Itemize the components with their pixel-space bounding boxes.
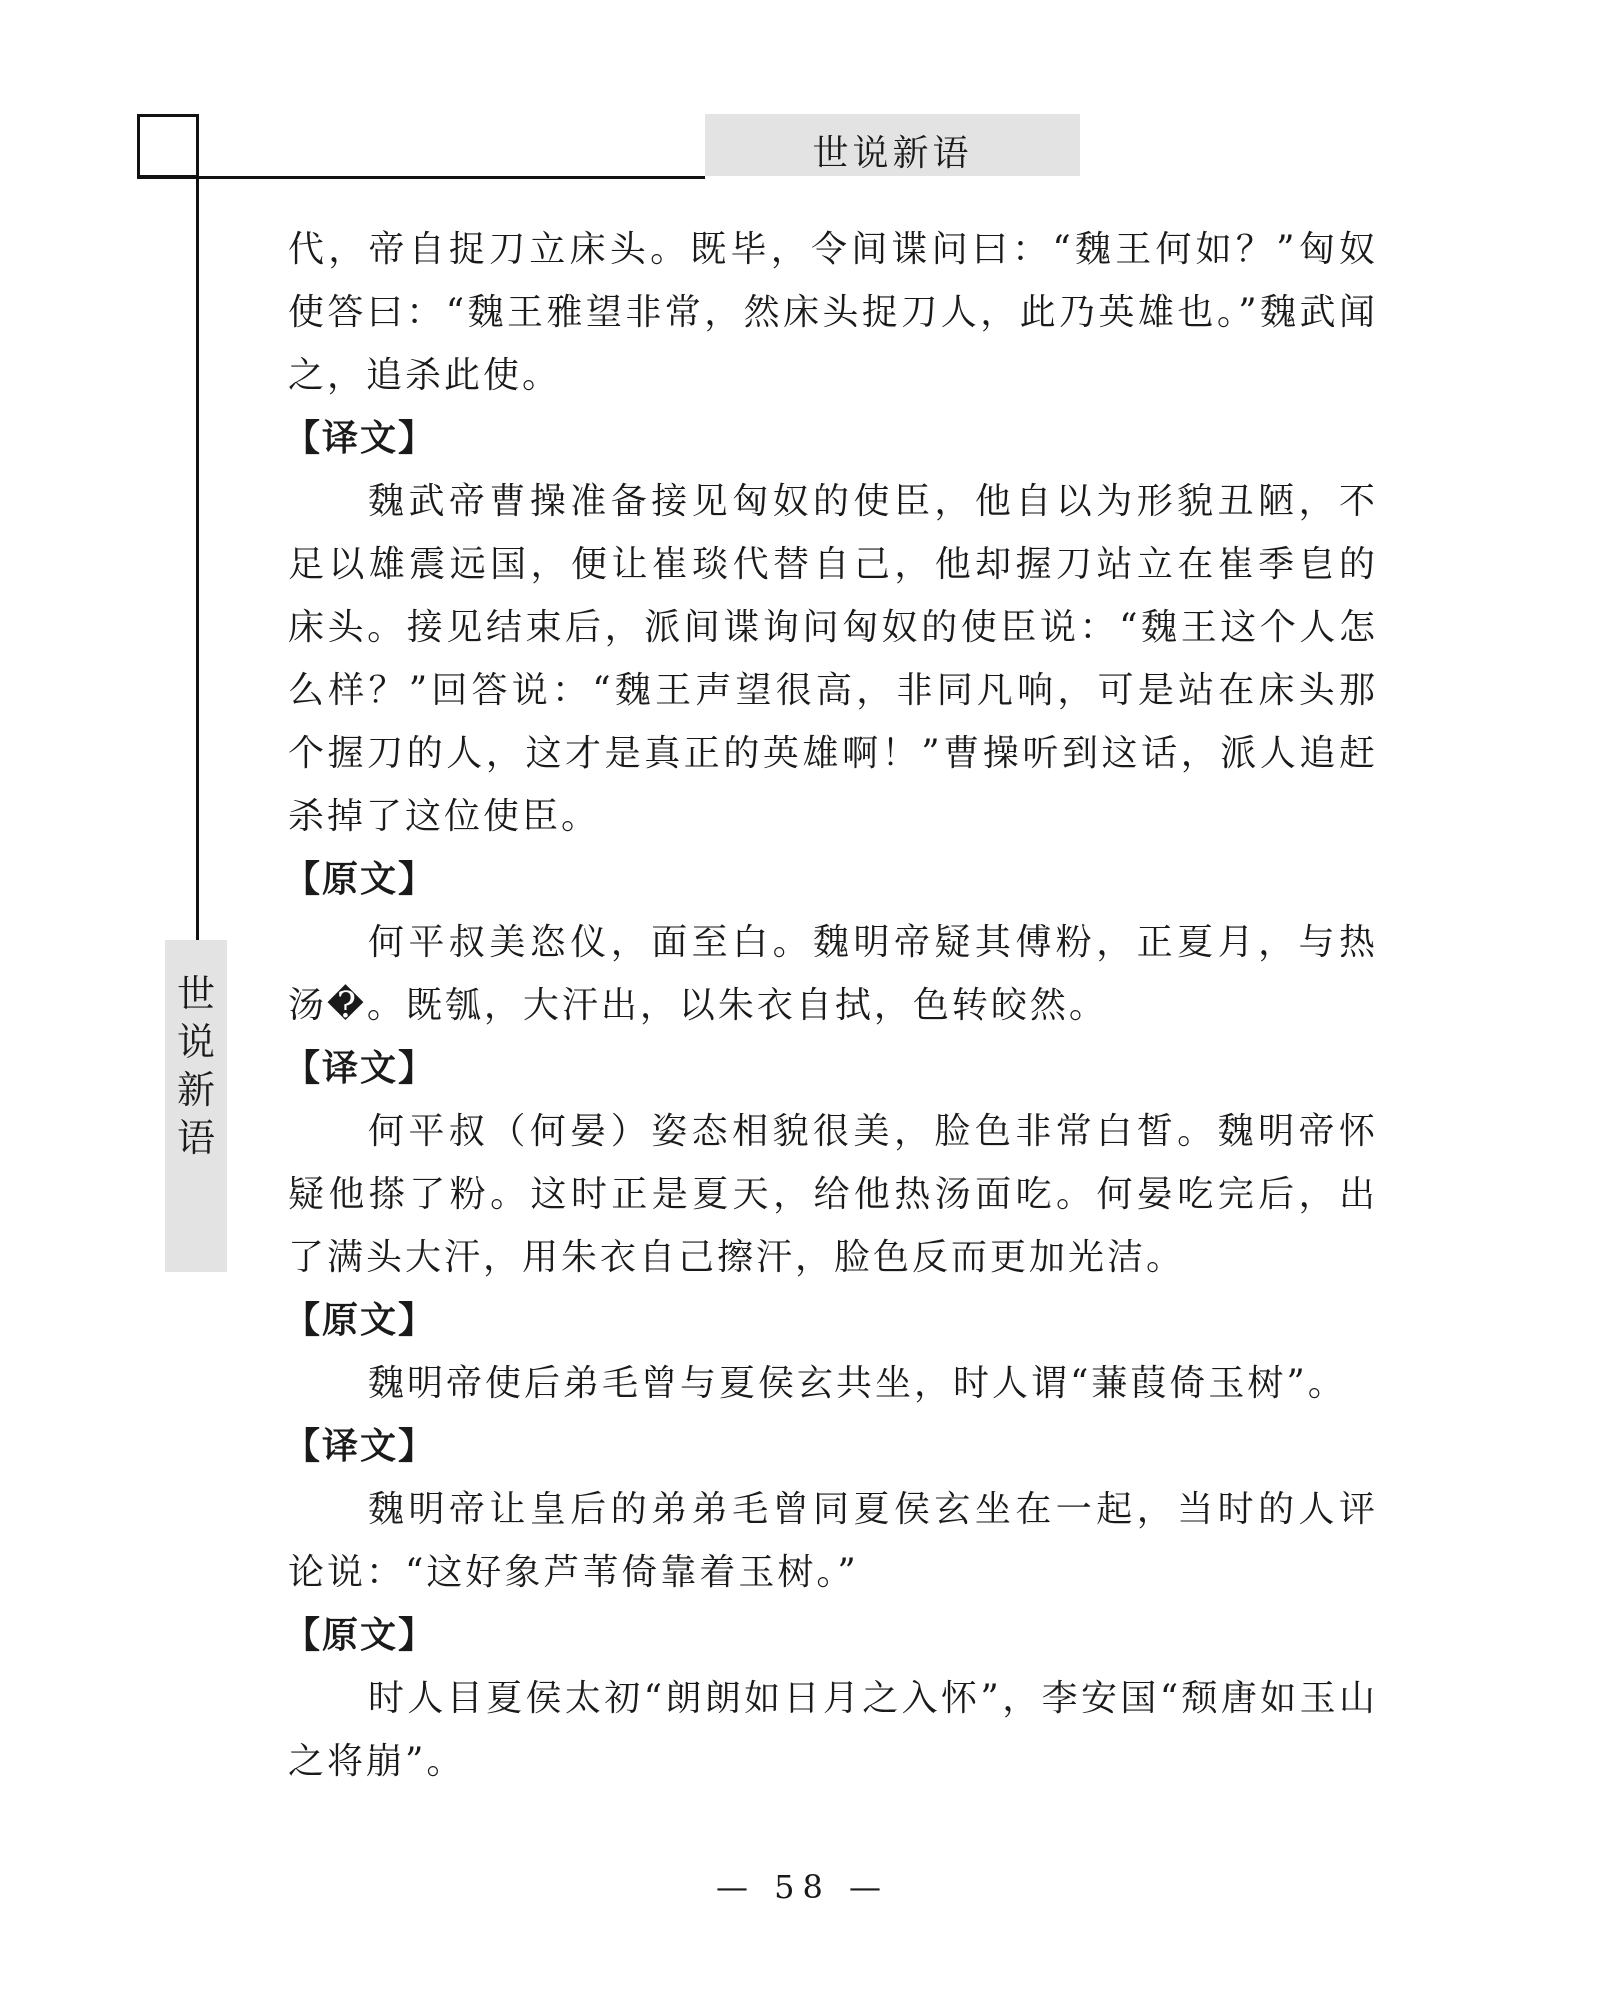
header-rule <box>137 176 705 179</box>
page-body <box>284 218 1378 1793</box>
running-header-title: 世说新语 <box>812 132 973 174</box>
paragraph: 魏武帝曹操准备接见匈奴的使臣，他自以为形貌丑陋，不足以雄震远国，便让崔琰代替自己，他却握刀站立在崔季皀的床头。接见结束后，派间谍询问匈奴的使臣说：“魏王这个人怎么样？”回答说：“魏王声望很高，非同凡响，可是站在床头那个握刀的人，这才是真正的英雄啊！”曹操听到这话，派人追赶杀掉了这位使臣。 <box>288 481 1378 837</box>
paragraph: 何平叔美恣仪，面至白。魏明帝疑其傅粉，正夏月，与热汤�。既瓠，大汗出，以朱衣自拭，色转皎然。 <box>288 922 1378 1026</box>
section-heading: 【原文】 <box>284 1615 437 1656</box>
section-heading: 【原文】 <box>284 1300 437 1341</box>
paragraph: 时人目夏侯太初“朗朗如日月之入怀”，李安国“颓唐如玉山之将崩”。 <box>288 1678 1378 1782</box>
page-number: — 58 — <box>715 1868 890 1906</box>
section-heading: 【译文】 <box>284 1426 437 1467</box>
section-heading: 【原文】 <box>284 859 437 900</box>
paragraph: 魏明帝使后弟毛曾与夏侯玄共坐，时人谓“蒹葭倚玉树”。 <box>368 1363 1347 1404</box>
paragraph: 魏明帝让皇后的弟弟毛曾同夏侯玄坐在一起，当时的人评论说：“这好象芦苇倚靠着玉树。” <box>288 1489 1378 1593</box>
side-tab-char: 世 <box>176 972 215 1016</box>
section-heading: 【译文】 <box>284 1048 437 1089</box>
corner-frame-box <box>137 114 199 178</box>
side-tab-char: 说 <box>176 1020 215 1064</box>
section-heading: 【译文】 <box>284 418 437 459</box>
running-header <box>705 114 1080 176</box>
margin-rule <box>196 114 199 940</box>
side-tab <box>165 940 227 1272</box>
side-tab-char: 新 <box>176 1068 215 1112</box>
side-tab-char: 语 <box>176 1116 215 1160</box>
paragraph: 代，帝自捉刀立床头。既毕，令间谍问曰：“魏王何如？”匈奴使答曰：“魏王雅望非常，然床头捉刀人，此乃英雄也。”魏武闻之，追杀此使。 <box>288 229 1378 396</box>
paragraph: 何平叔（何晏）姿态相貌很美，脸色非常白皙。魏明帝怀疑他搽了粉。这时正是夏天，给他热汤面吃。何晏吃完后，出了满头大汗，用朱衣自己擦汗，脸色反而更加光洁。 <box>288 1111 1378 1278</box>
